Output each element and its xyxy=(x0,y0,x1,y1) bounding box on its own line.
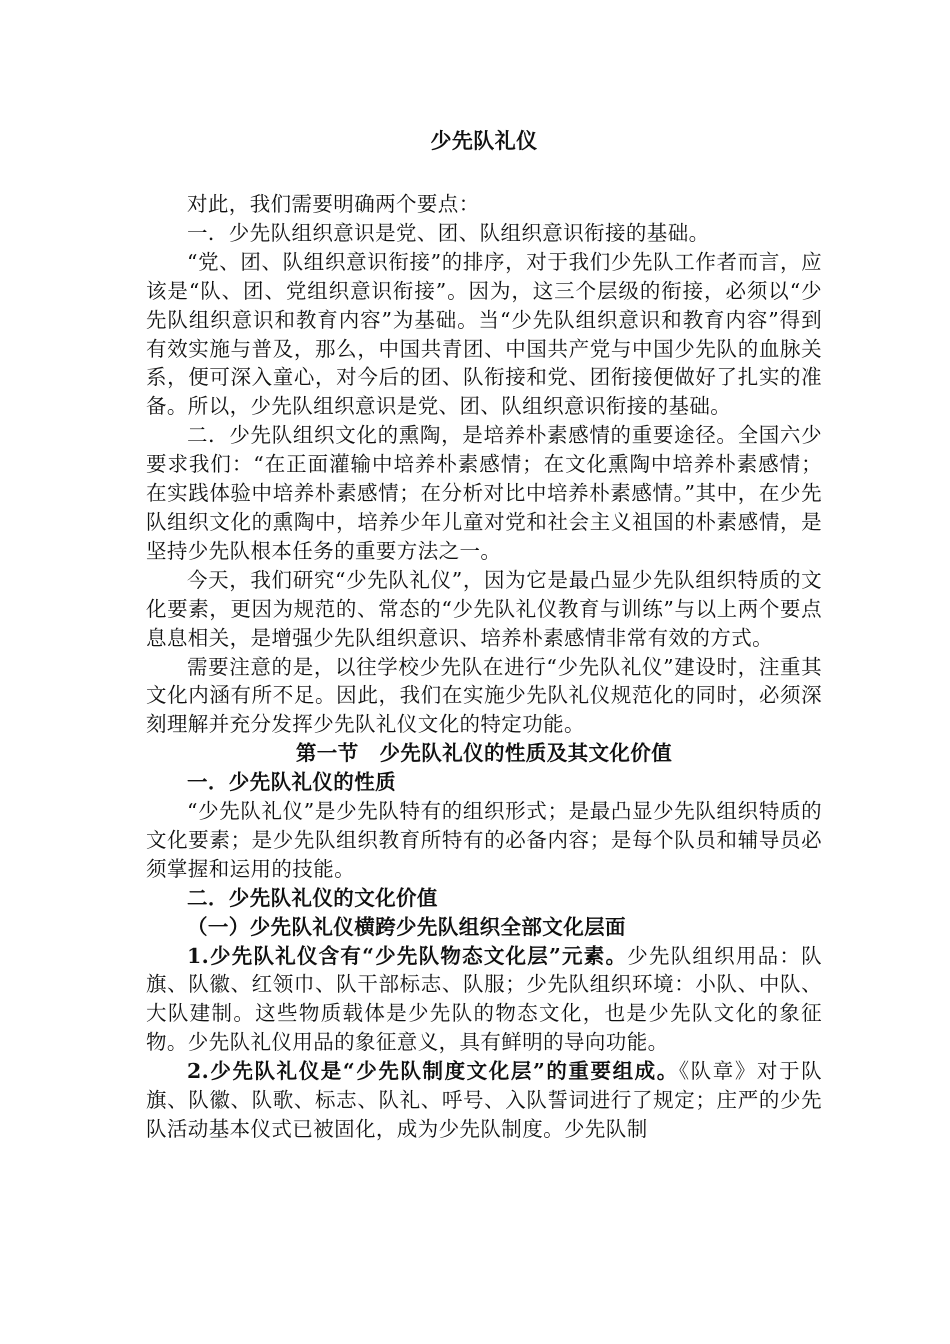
section-title: 第一节 少先队礼仪的性质及其文化价值 xyxy=(295,741,673,766)
paragraph: 一．少先队组织意识是党、团、队组织意识衔接的基础。 xyxy=(187,220,710,245)
paragraph: 今天，我们研究“少先队礼仪”，因为它是最凸显少先队组织特质的文化要素，更因为规范的、常态的“少先队礼仪教育与训练”与以上两个要点息息相关，是增强少先队组织意识、培养朴素感情非常有效的方式。 xyxy=(146,567,822,650)
item-2-text: 《队章》对于队旗、队徽、队歌、标志、队礼、呼号、入队誓词进行了规定；庄严的少先队活动基本仪式已被固化，成为少先队制度。少先队制 xyxy=(146,1059,822,1141)
paragraph: 需要注意的是，以往学校少先队在进行“少先队礼仪”建设时，注重其文化内涵有所不足。因此，我们在实施少先队礼仪规范化的同时，必须深刻理解并充分发挥少先队礼仪文化的特定功能。 xyxy=(146,654,822,737)
paragraph: 对此，我们需要明确两个要点： xyxy=(187,192,480,216)
paragraph: 二．少先队组织文化的熏陶，是培养朴素感情的重要途径。全国六少要求我们：“在正面灌输中培养朴素感情；在文化熏陶中培养朴素感情；在实践体验中培养朴素感情；在分析对比中培养朴素感情。”其中，在少先队组织文化的熏陶中，培养少年儿童对党和社会主义祖国的朴素感情，是坚持少先队根本任务的重要方法之一。 xyxy=(146,423,822,563)
paragraph-item-2 xyxy=(146,1057,822,1144)
paragraph-nature: “少先队礼仪”是少先队特有的组织形式；是最凸显少先队组织特质的文化要素；是少先队组织教育所特有的必备内容；是每个队员和辅导员必须掌握和运用的技能。 xyxy=(146,799,822,881)
item-1-lead: 1.少先队礼仪含有“少先队物态文化层”元素。 xyxy=(187,943,628,968)
paragraph: “党、团、队组织意识衔接”的排序，对于我们少先队工作者而言，应该是“队、团、党组织意识衔接”。因为，这三个层级的衔接，必须以“少先队组织意识和教育内容”为基础。当“少先队组织意识和教育内容”得到有效实施与普及，那么，中国共青团、中国共产党与中国少先队的血脉关系，便可深入童心，对今后的团、队衔接和党、团衔接便做好了扎实的准备。所以，少先队组织意识是党、团、队组织意识衔接的基础。 xyxy=(146,249,822,419)
heading-nature: 一．少先队礼仪的性质 xyxy=(187,770,396,795)
heading-cultural-value: 二．少先队礼仪的文化价值 xyxy=(187,885,438,910)
document-title: 少先队礼仪 xyxy=(430,128,538,153)
sub-heading-layers: （一）少先队礼仪横跨少先队组织全部文化层面 xyxy=(187,914,626,939)
paragraph-item-1 xyxy=(146,942,822,1058)
item-1-text: 少先队组织用品：队旗、队徽、红领巾、队干部标志、队服；少先队组织环境：小队、中队、大队建制。这些物质载体是少先队的物态文化，也是少先队文化的象征物。少先队礼仪用品的象征意义，具有鲜明的导向功能。 xyxy=(146,943,822,1055)
item-2-lead: 2.少先队礼仪是“少先队制度文化层”的重要组成。 xyxy=(187,1059,679,1084)
